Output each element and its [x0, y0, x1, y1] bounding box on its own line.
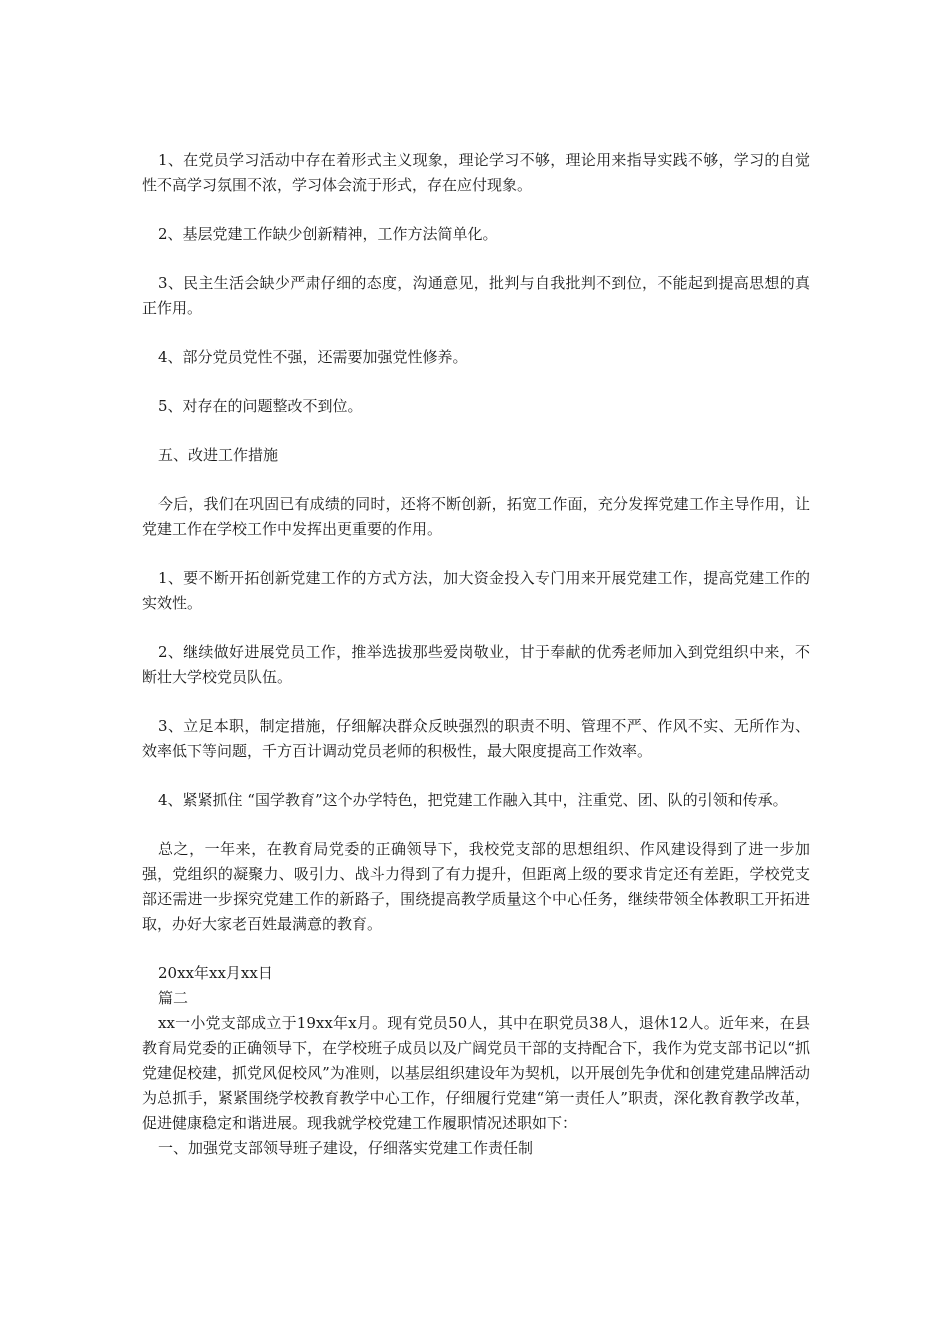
paragraph-measure-3: 3、立足本职，制定措施，仔细解决群众反映强烈的职责不明、管理不严、作风不实、无所作为、效率低下等问题，千方百计调动党员老师的积极性，最大限度提高工作效率。	[142, 717, 810, 760]
paragraph-summary: 总之，一年来，在教育局党委的正确领导下，我校党支部的思想组织、作风建设得到了进一步加强，党组织的凝聚力、吸引力、战斗力得到了有力提升，但距离上级的要求肯定还有差距，学校党支部还需进一步探究党建工作的新路子，围绕提高教学质量这个中心任务，继续带领全体教职工开拓进取，办好大家老百姓最满意的教育。	[142, 840, 810, 933]
paragraph-measure-1: 1、要不断开拓创新党建工作的方式方法，加大资金投入专门用来开展党建工作，提高党建工作的实效性。	[142, 569, 810, 612]
paragraph-measure-4: 4、紧紧抓住 “国学教育”这个办学特色，把党建工作融入其中，注重党、团、队的引领和传承。	[158, 791, 788, 809]
paragraph-part-two-intro: xx一小党支部成立于19xx年x月。现有党员50人，其中在职党员38人，退休12人。近年来，在县教育局党委的正确领导下，在学校班子成员以及广阔党员干部的支持配合下，我作为党支部书记以“抓党建促校建，抓党风促校风”为准则，以基层组织建设年为契机，以开展创先争优和创建党建品牌活动为总抓手，紧紧围绕学校教育教学中心工作，仔细履行党建“第一责任人”职责，深化教育教学改革，促进健康稳定和谐进展。现我就学校党建工作履职情况述职如下：	[142, 1014, 810, 1132]
section-heading-leadership: 一、加强党支部领导班子建设，仔细落实党建工作责任制	[158, 1139, 534, 1157]
paragraph-measure-2: 2、继续做好进展党员工作，推举选拔那些爱岗敬业，甘于奉献的优秀老师加入到党组织中来，不断壮大学校党员队伍。	[142, 643, 810, 686]
paragraph-issue-2: 2、基层党建工作缺少创新精神，工作方法简单化。	[158, 225, 498, 243]
paragraph-improvement-intro: 今后，我们在巩固已有成绩的同时，还将不断创新，拓宽工作面，充分发挥党建工作主导作用，让党建工作在学校工作中发挥出更重要的作用。	[142, 495, 810, 538]
paragraph-issue-3: 3、民主生活会缺少严肃仔细的态度，沟通意见，批判与自我批判不到位，不能起到提高思想的真正作用。	[142, 274, 810, 317]
section-heading-improvement: 五、改进工作措施	[158, 446, 279, 464]
paragraph-issue-1: 1、在党员学习活动中存在着形式主义现象，理论学习不够，理论用来指导实践不够，学习的自觉性不高学习氛围不浓，学习体会流于形式，存在应付现象。	[142, 151, 810, 194]
part-two-heading: 篇二	[158, 989, 189, 1007]
document-page	[142, 148, 810, 1161]
date-line: 20xx年xx月xx日	[158, 964, 273, 982]
paragraph-issue-5: 5、对存在的问题整改不到位。	[158, 397, 363, 415]
paragraph-issue-4: 4、部分党员党性不强，还需要加强党性修养。	[158, 348, 468, 366]
